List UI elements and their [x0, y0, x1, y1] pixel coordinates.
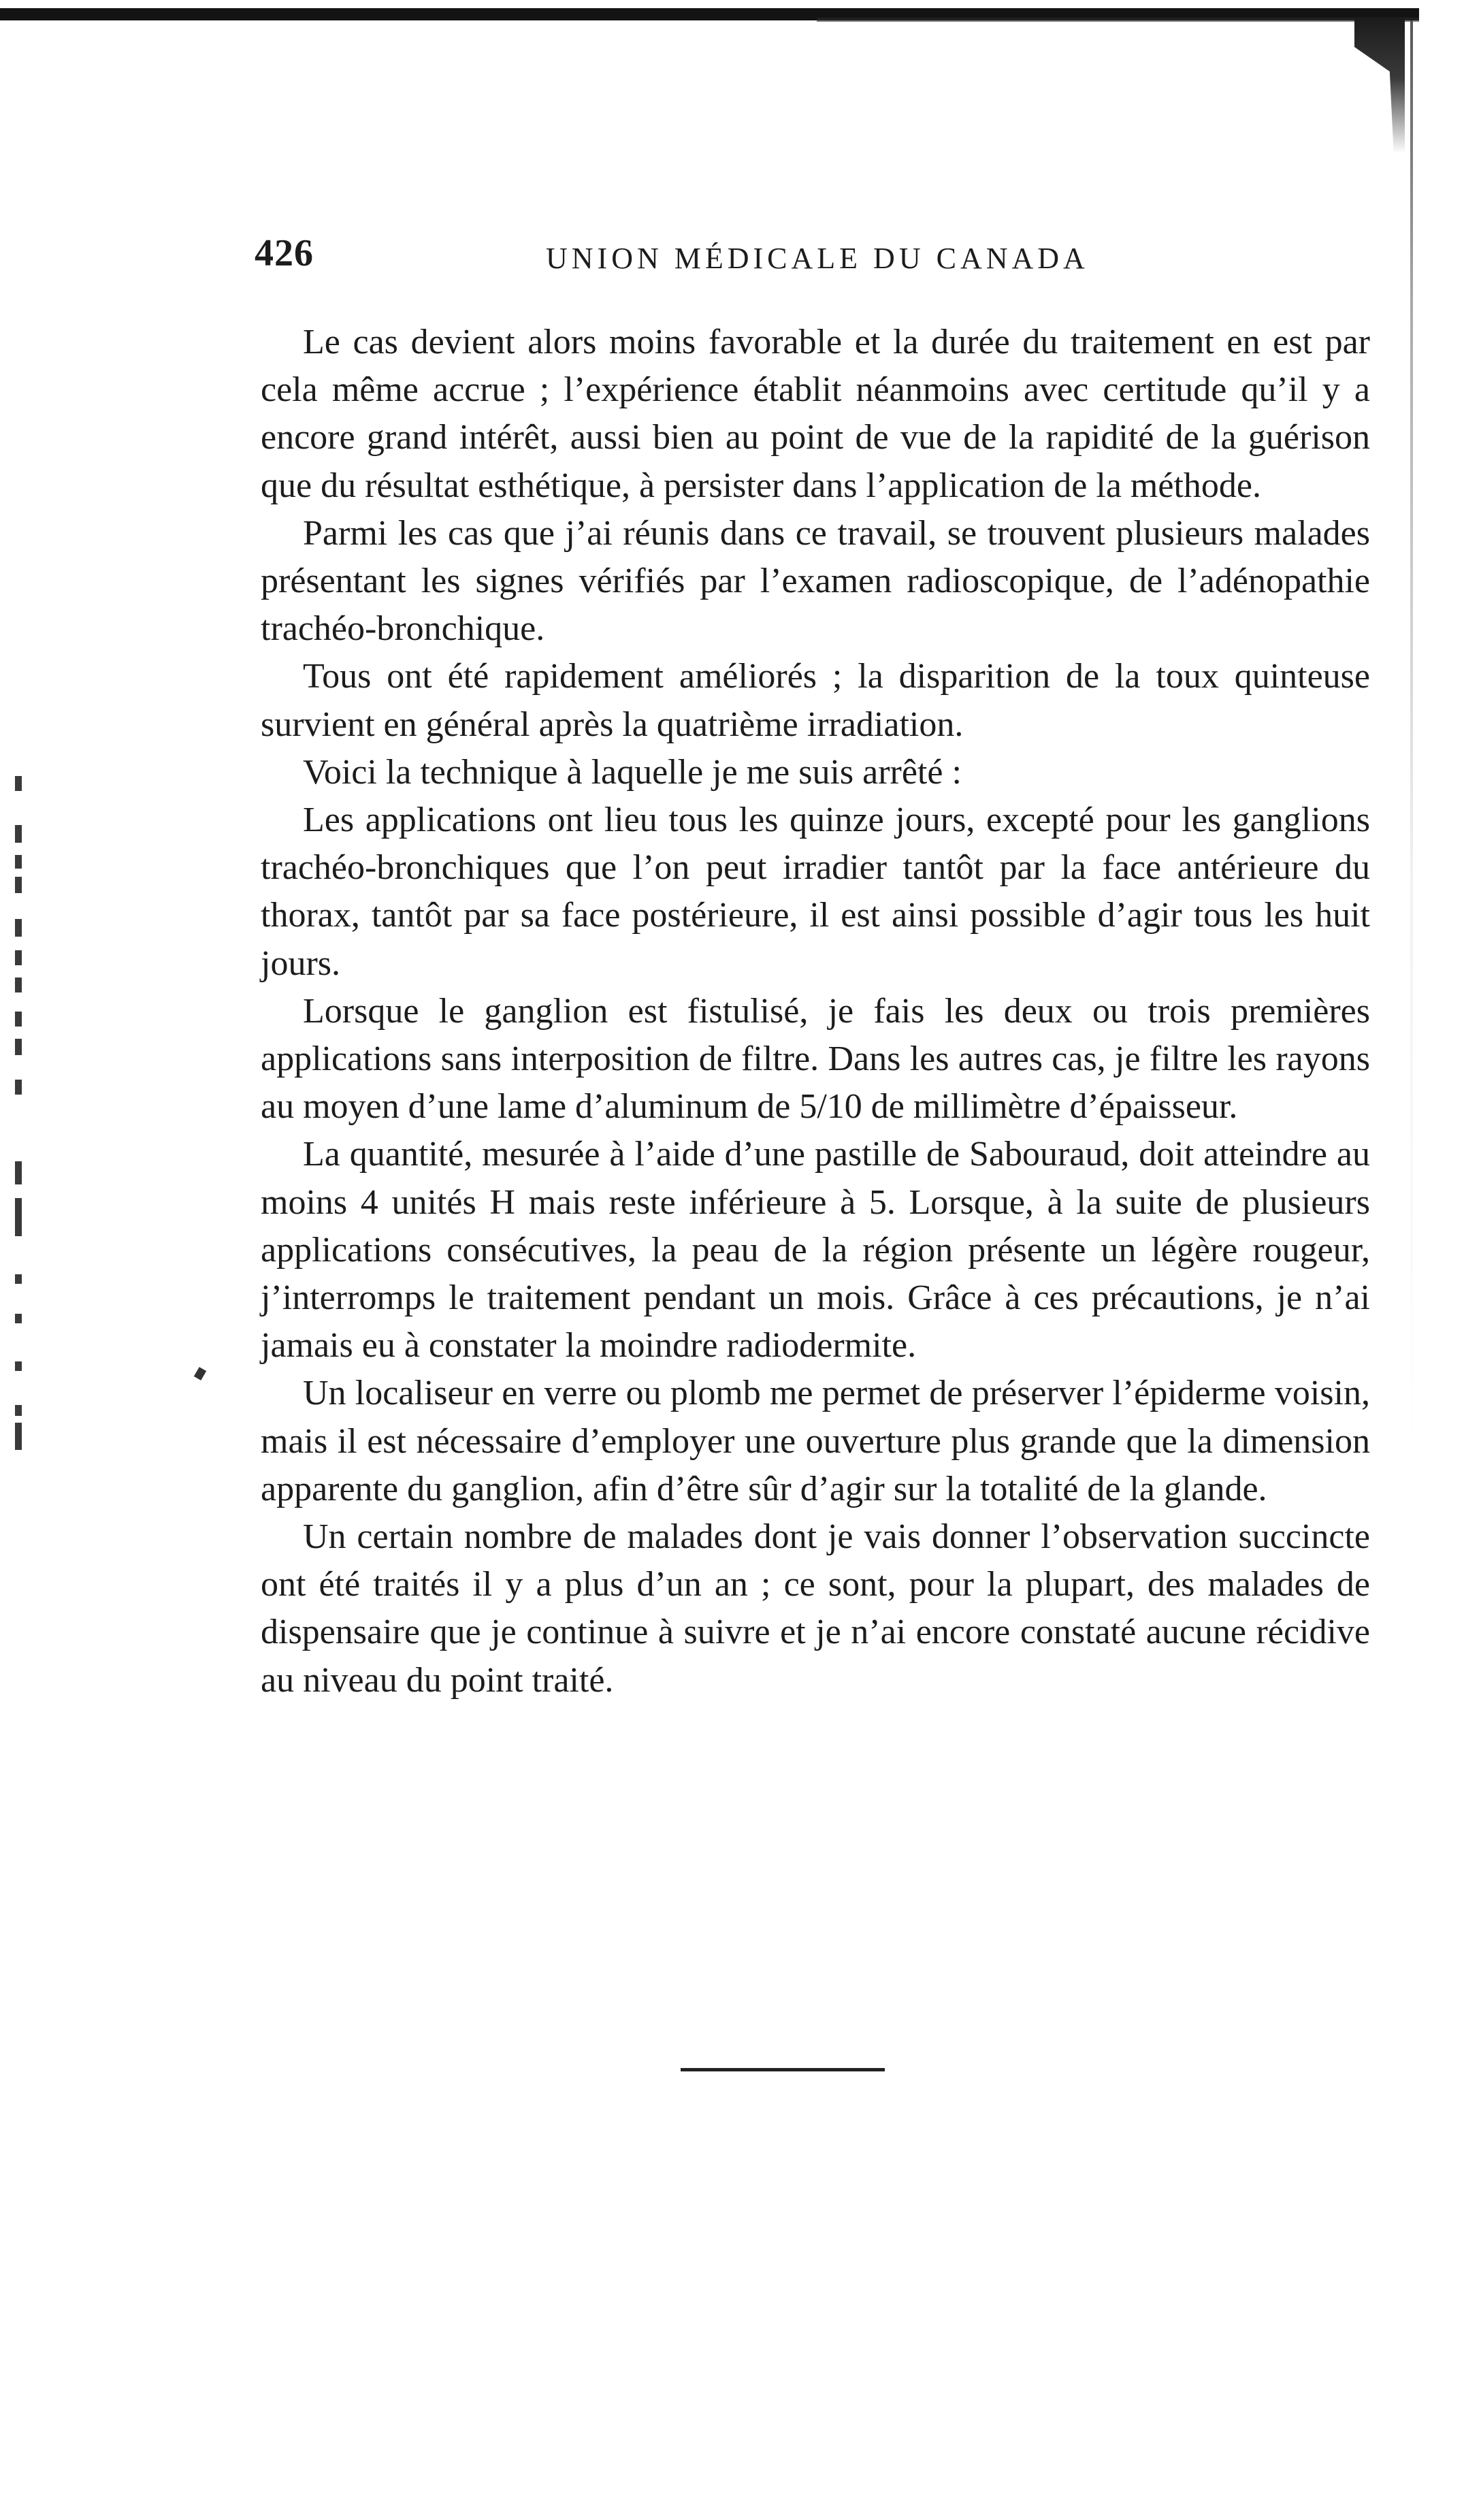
- scan-margin-marks: [15, 776, 42, 1457]
- margin-mark: [15, 1080, 22, 1095]
- paragraph: Tous ont été rapidement améliorés ; la disparition de la toux quinteuse survient en général après la quatrième irradiation.: [261, 657, 1370, 744]
- margin-mark: [15, 1361, 22, 1371]
- paragraph: Voici la technique à laquelle je me suis arrêté :: [303, 752, 962, 792]
- paragraph: Un localiseur en verre ou plomb me permet de préserver l’épiderme voisin, mais il est nécessaire d’employer une ouverture plus grande que la dimension apparente du ganglion, afin d’être sûr d’agir sur la totalité de la glande.: [261, 1374, 1370, 1508]
- paragraph: La quantité, mesurée à l’aide d’une pastille de Sabouraud, doit atteindre au moins 4 unités H mais reste inférieure à 5. Lorsque, à la suite de plusieurs applications consécutives, la peau de la région présente un légère rougeur, j’interromps le traitement pendant un mois. Grâce à ces précautions, je n’ai jamais eu à constater la moindre radiodermite.: [261, 1135, 1370, 1366]
- page-header: [255, 231, 1412, 293]
- margin-mark: [15, 1274, 22, 1284]
- article-body: [261, 319, 1370, 1705]
- section-end-rule: [681, 2068, 885, 2071]
- margin-mark: [15, 1012, 22, 1027]
- margin-mark: [15, 776, 22, 791]
- margin-mark: [15, 877, 22, 893]
- paragraph: Lorsque le ganglion est fistulisé, je fais les deux ou trois premières applications sans interposition de filtre. Dans les autres cas, je filtre les rayons au moyen d’une lame d’aluminum de 5/10 de millimètre d’épaisseur.: [261, 991, 1370, 1127]
- paragraph: Les applications ont lieu tous les quinze jours, excepté pour les ganglions trachéo-bronchiques que l’on peut irradier tantôt par la face antérieure du thorax, tantôt par sa face postérieure, il est ainsi possible d’agir tous les huit jours.: [261, 801, 1370, 983]
- scan-speck: [194, 1367, 206, 1380]
- margin-mark: [15, 950, 22, 965]
- margin-mark: [15, 825, 22, 843]
- margin-mark: [15, 855, 22, 869]
- margin-mark: [15, 978, 22, 992]
- margin-mark: [15, 1198, 22, 1236]
- paragraph: Parmi les cas que j’ai réunis dans ce travail, se trouvent plusieurs malades présentant les signes vérifiés par l’examen radioscopique, de l’adénopathie trachéo-bronchique.: [261, 513, 1370, 649]
- page-number: 426: [255, 232, 314, 274]
- margin-mark: [15, 1314, 22, 1323]
- margin-mark: [15, 919, 22, 937]
- margin-mark: [15, 1423, 22, 1450]
- paragraph: Un certain nombre de malades dont je vais donner l’observation succincte ont été traités il y a plus d’un an ; ce sont, pour la plupart, des malades de dispensaire que je continue à suivre et je n’ai encore constaté aucune récidive au niveau du point traité.: [261, 1517, 1370, 1700]
- margin-mark: [15, 1405, 22, 1416]
- margin-mark: [15, 1161, 22, 1184]
- margin-mark: [15, 1039, 22, 1055]
- scan-right-edge-shadow: [1354, 17, 1405, 153]
- running-title: UNION MÉDICALE DU CANADA: [546, 242, 1089, 275]
- scan-top-border-shadow: [817, 18, 1419, 22]
- paragraph: Le cas devient alors moins favorable et la durée du traitement en est par cela même accrue ; l’expérience établit néanmoins avec certitude qu’il y a encore grand intérêt, aussi bien au point de vue de la rapidité de la guérison que du résultat esthétique, à persister dans l’application de la méthode.: [261, 323, 1370, 505]
